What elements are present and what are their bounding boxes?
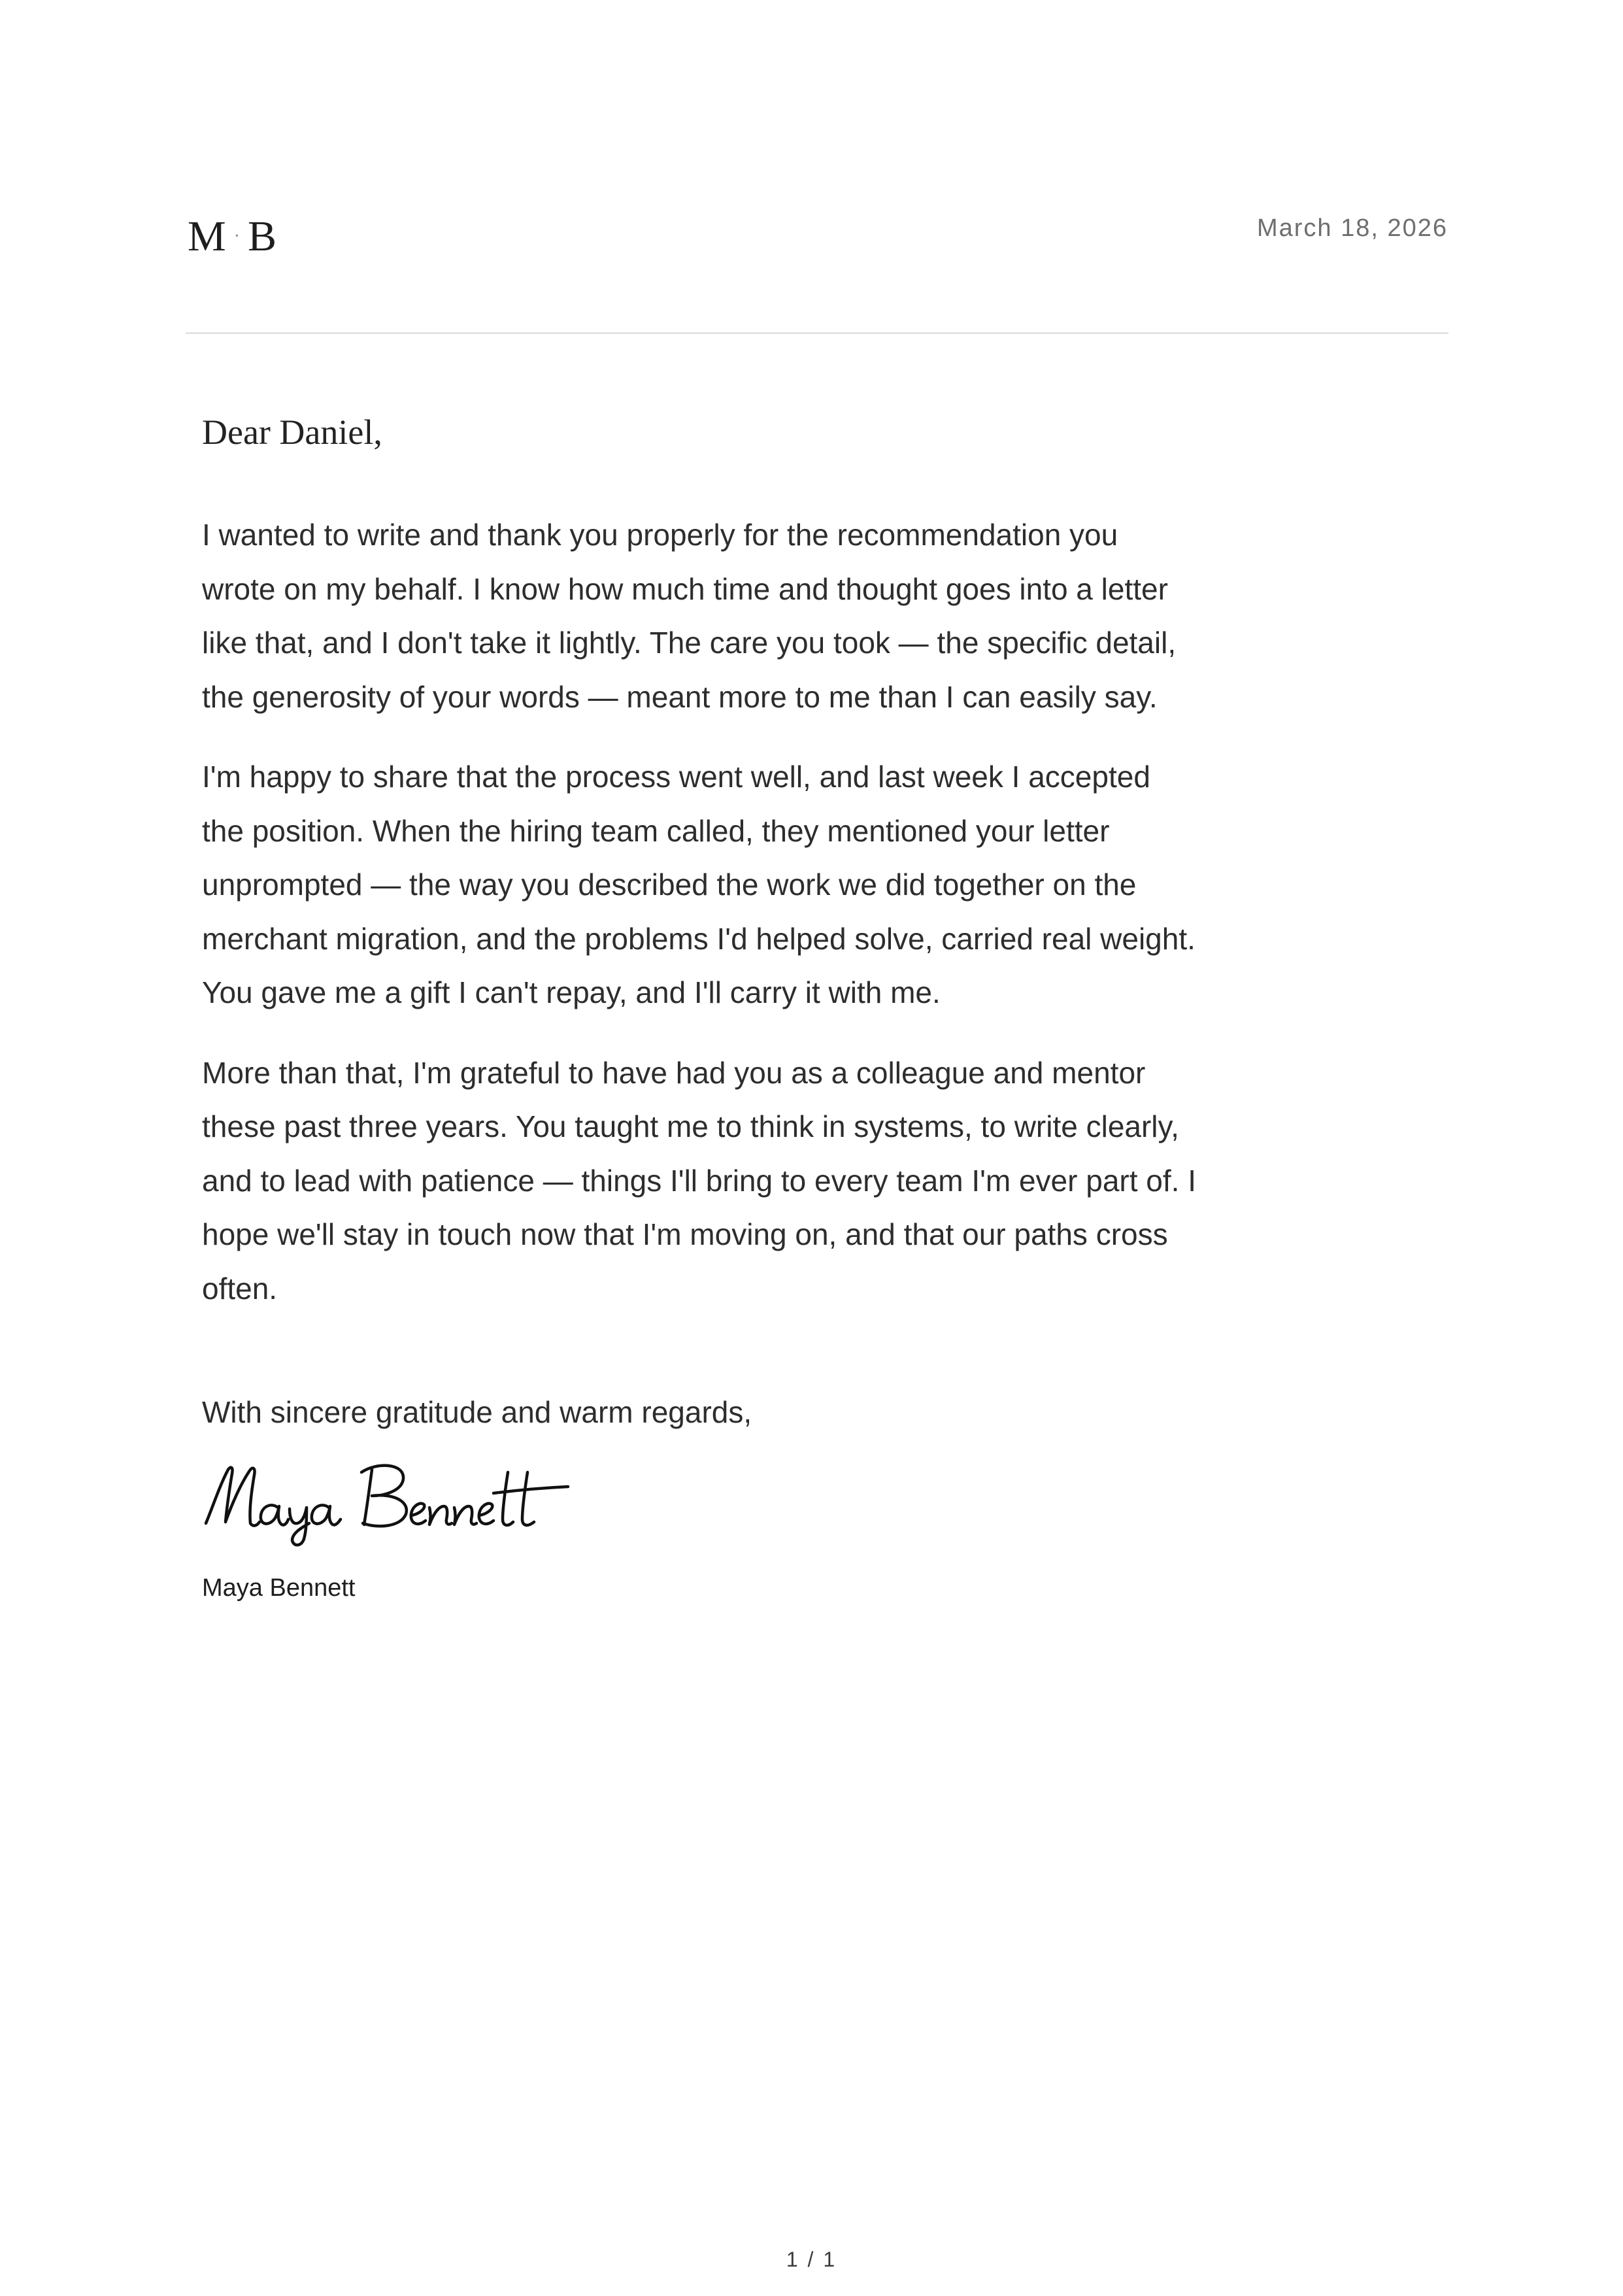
paragraph-line: wrote on my behalf. I know how much time and thought goes into a letter — [202, 571, 1168, 606]
paragraph-line: unprompted — the way you described the work we did together on the — [202, 868, 1137, 902]
paragraph-line: and to lead with patience — things I'll bring to every team I'm ever part of. I — [202, 1163, 1196, 1198]
monogram-initial-m: M — [188, 212, 227, 260]
paragraph-line: merchant migration, and the problems I'd helped solve, carried real weight. — [202, 921, 1196, 956]
paragraph-line: hope we'll stay in touch now that I'm moving on, and that our paths cross — [202, 1217, 1168, 1251]
salutation: Dear Daniel, — [202, 413, 382, 452]
paragraph-line: the generosity of your words — meant more to me than I can easily say. — [202, 679, 1158, 714]
paragraph-line: the position. When the hiring team called, they mentioned your letter — [202, 813, 1110, 848]
header-divider — [186, 332, 1448, 334]
letter-body — [202, 508, 1326, 1342]
monogram-separator: · — [233, 226, 242, 246]
paragraph-line: these past three years. You taught me to think in systems, to write clearly, — [202, 1109, 1179, 1143]
paragraph-line: I'm happy to share that the process went well, and last week I accepted — [202, 760, 1150, 794]
body-paragraph-2 — [202, 750, 1326, 1020]
paragraph-line: often. — [202, 1271, 278, 1306]
page-number: 1 / 1 — [786, 2248, 837, 2271]
paragraph-line: like that, and I don't take it lightly. The care you took — the specific detail, — [202, 626, 1177, 660]
printed-name: Maya Bennett — [202, 1574, 356, 1602]
body-paragraph-3 — [202, 1046, 1326, 1316]
monogram-logo — [188, 211, 278, 267]
paragraph-line: You gave me a gift I can't repay, and I'll carry it with me. — [202, 975, 941, 1009]
handwritten-signature — [201, 1450, 580, 1548]
paragraph-line: More than that, I'm grateful to have had you as a colleague and mentor — [202, 1055, 1146, 1090]
body-paragraph-1 — [202, 508, 1326, 724]
paragraph-line: I wanted to write and thank you properly for the recommendation you — [202, 518, 1118, 552]
closing-line: With sincere gratitude and warm regards, — [202, 1395, 752, 1429]
letter-date: March 18, 2026 — [1256, 214, 1448, 242]
monogram-initial-b: B — [248, 212, 278, 260]
